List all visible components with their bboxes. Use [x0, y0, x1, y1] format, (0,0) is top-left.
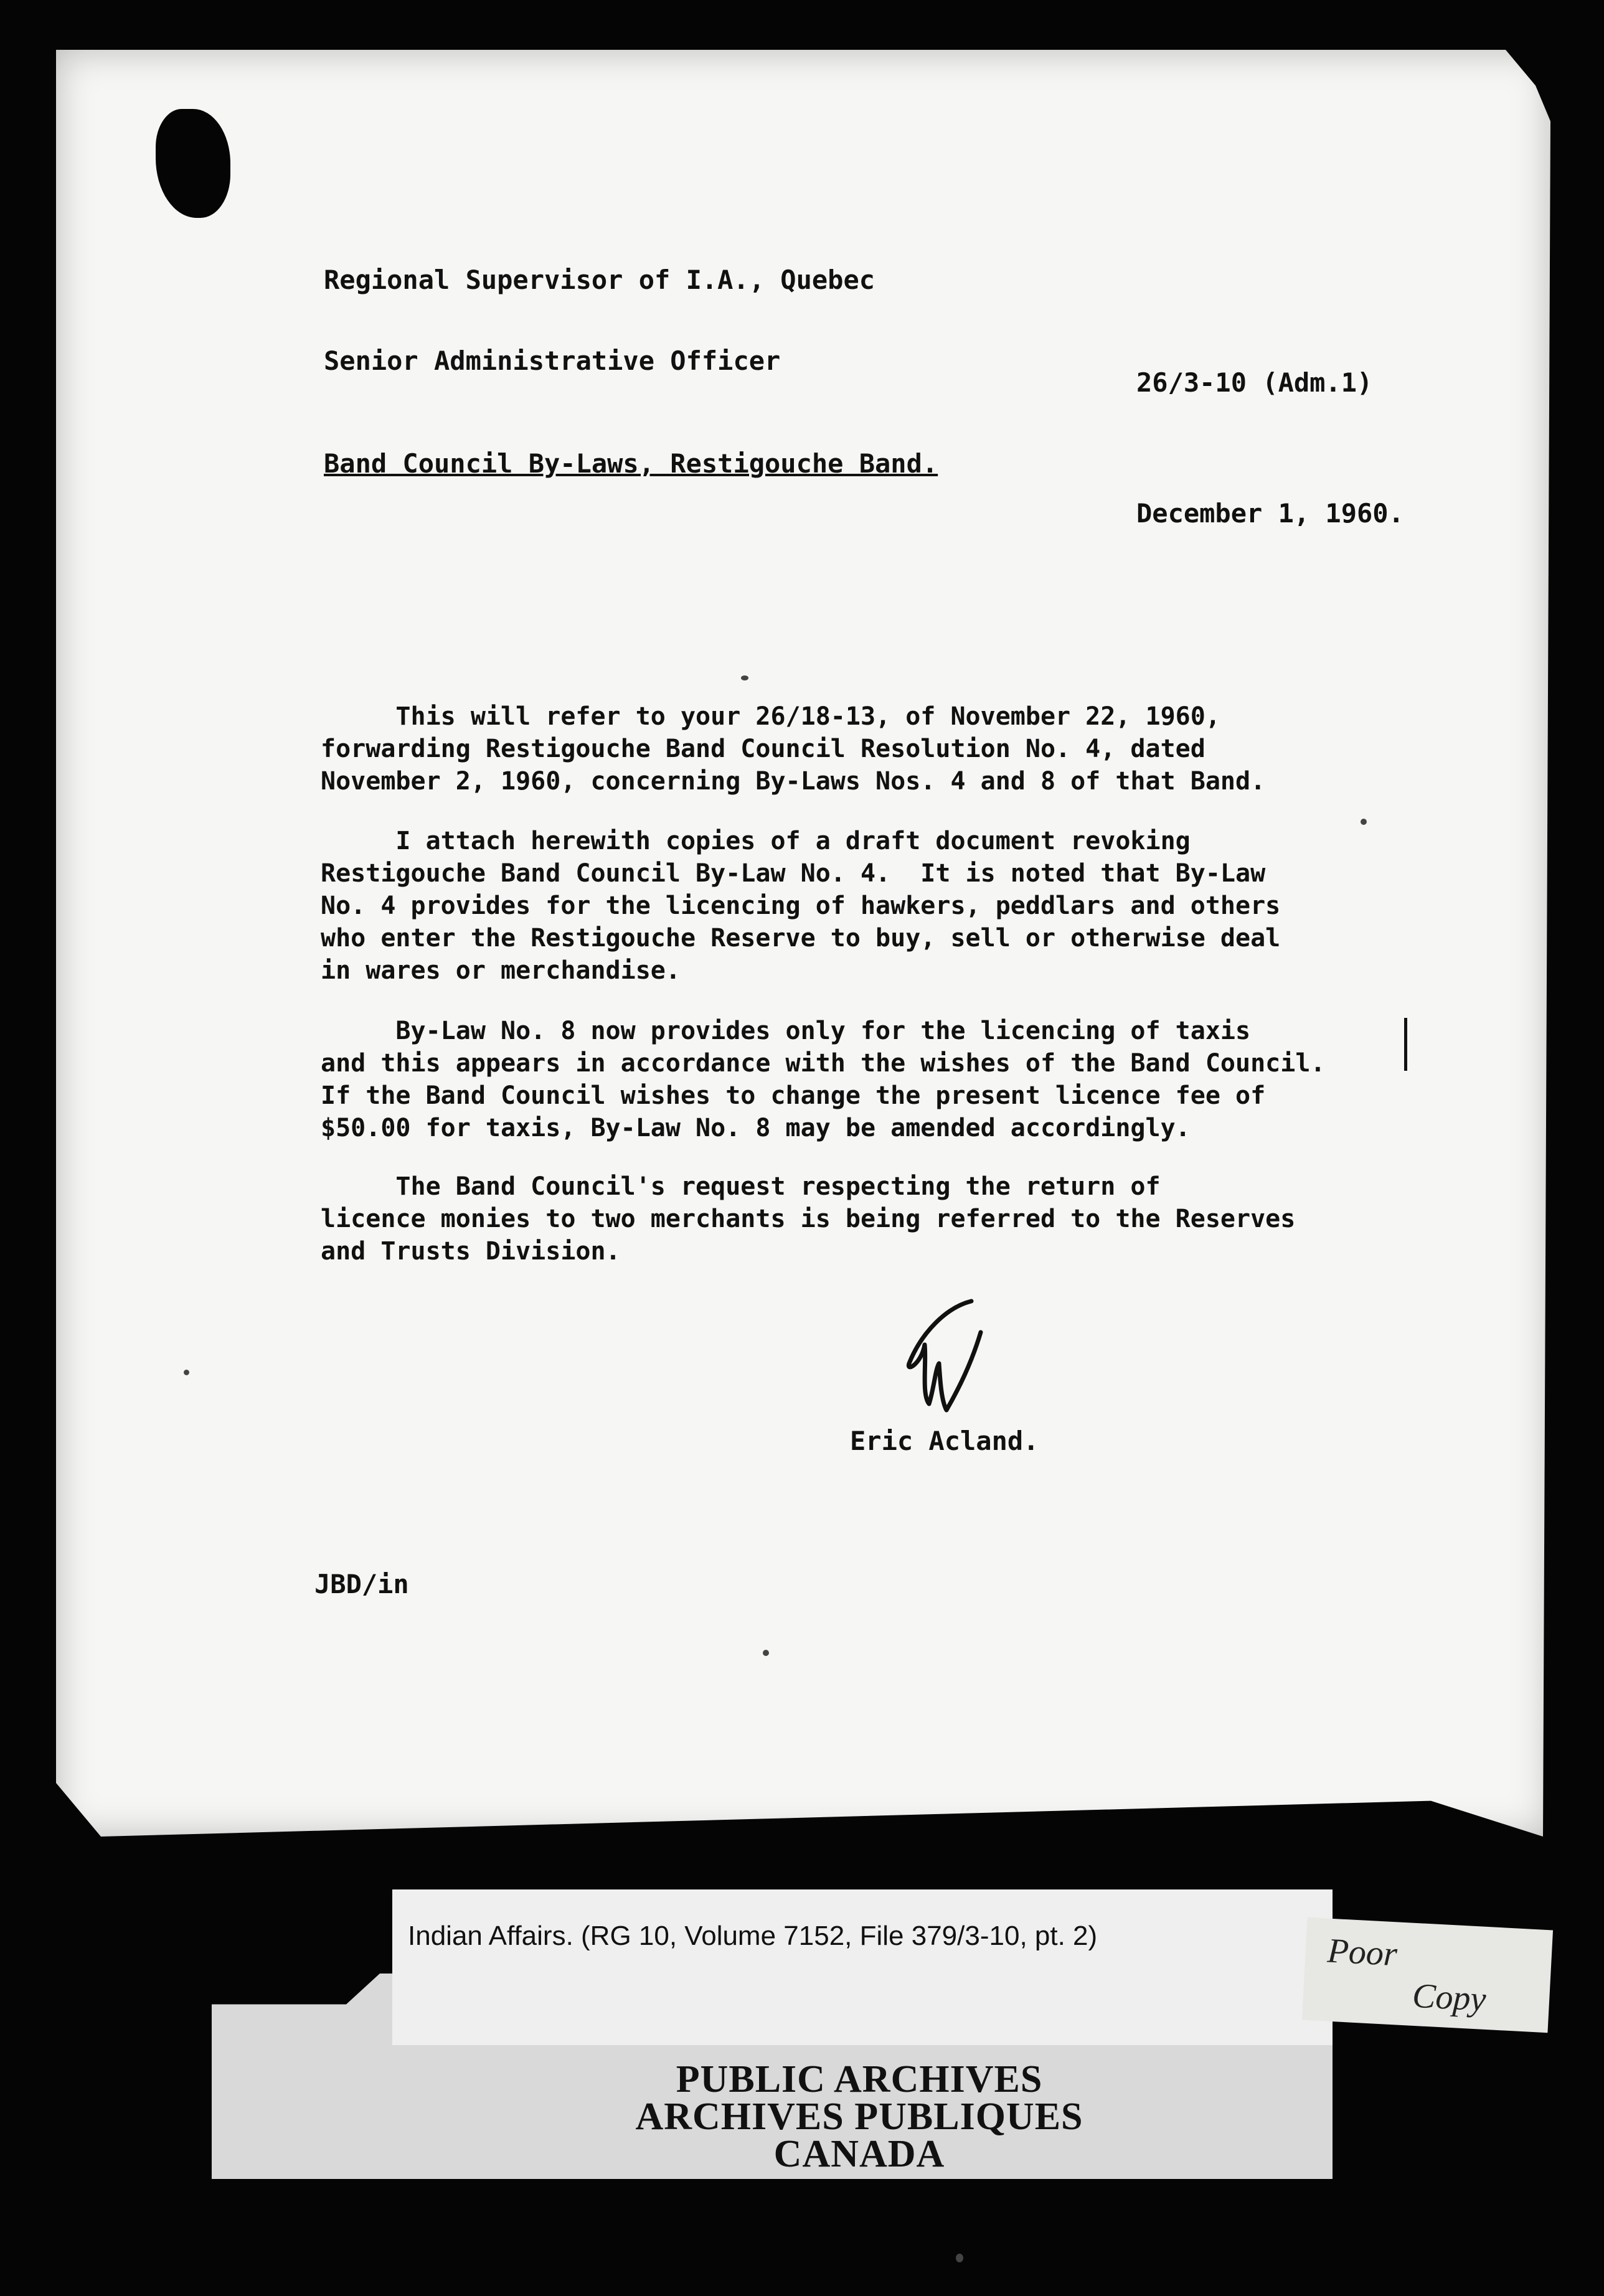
archive-stamp-line-2: ARCHIVES PUBLIQUES — [635, 2096, 1083, 2138]
typist-initials: JBD/in — [314, 1569, 409, 1599]
speck — [184, 1370, 189, 1375]
speck — [956, 2254, 963, 2262]
source-label: Indian Affairs. (RG 10, Volume 7152, File 379/3-10, pt. 2) — [408, 1921, 1098, 1951]
svg-text:Copy: Copy — [1411, 1976, 1488, 2019]
letter-subject: Band Council By-Laws, Restigouche Band. — [324, 448, 938, 479]
paragraph-4: The Band Council's request respecting the return of licence monies to two merchants is being referred to the Reserves and Trusts Division. — [321, 1172, 1296, 1266]
paragraph-3: By-Law No. 8 now provides only for the licencing of taxis and this appears in accordance with the wishes of the Band Council. If the Band Council wishes to change the present licence fee of $50.00 for taxis, By-Law No. 8 may be amended accordingly. — [321, 1017, 1326, 1142]
svg-text:Poor: Poor — [1326, 1931, 1399, 1974]
speck — [741, 675, 748, 680]
poor-copy-note — [1308, 1921, 1550, 2033]
letter-from: Senior Administrative Officer — [324, 346, 781, 376]
letter-to: Regional Supervisor of I.A., Quebec — [324, 265, 875, 295]
signature-mark — [897, 1295, 1021, 1426]
archive-stamp — [598, 2058, 1121, 2175]
speck — [1361, 819, 1367, 825]
file-reference: 26/3-10 (Adm.1) — [1136, 367, 1373, 398]
paragraph-2: I attach herewith copies of a draft document revoking Restigouche Band Council By-Law No. 4. It is noted that By-Law No. 4 provides for the licencing of hawkers, peddlars and others who enter the Restigouche Reserve to buy, sell or otherwise deal in wares or merchandise. — [321, 827, 1281, 985]
archive-stamp-line-3: CANADA — [773, 2133, 945, 2175]
signatory-name: Eric Acland. — [850, 1426, 1039, 1456]
speck — [763, 1650, 769, 1656]
archive-stamp-line-1: PUBLIC ARCHIVES — [676, 2058, 1043, 2101]
margin-mark — [1404, 1018, 1407, 1071]
letter-date: December 1, 1960. — [1136, 498, 1404, 529]
paragraph-1: This will refer to your 26/18-13, of November 22, 1960, forwarding Restigouche Band Council Resolution No. 4, dated November 2, 1960, concerning By-Laws Nos. 4 and 8 of that Band. — [321, 702, 1266, 796]
source-label-card — [392, 1889, 1333, 2045]
